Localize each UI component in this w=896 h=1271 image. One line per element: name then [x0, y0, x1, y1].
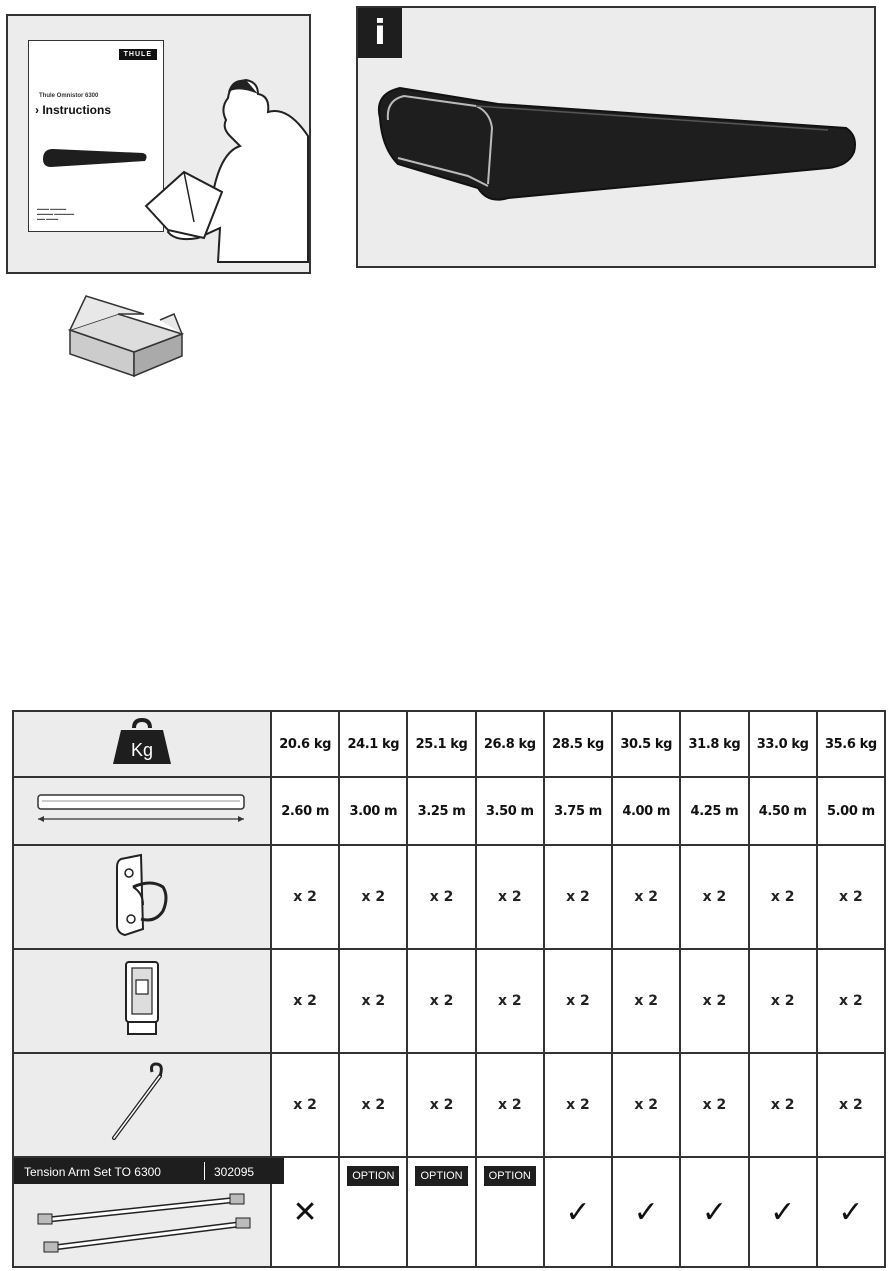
length-cell: 3.50 m	[476, 777, 544, 845]
count-cell: x 2	[476, 845, 544, 949]
adapter-row	[13, 949, 885, 1053]
availability-included	[680, 1157, 748, 1267]
count-cell: x 2	[544, 845, 612, 949]
count-cell: x 2	[749, 949, 817, 1053]
weight-cell: 25.1 kg	[407, 711, 475, 777]
length-cell: 3.75 m	[544, 777, 612, 845]
info-panel	[356, 6, 876, 268]
tension-arm-code: 302095	[214, 1165, 255, 1179]
length-icon-cell	[13, 777, 271, 845]
count-cell: x 2	[271, 845, 339, 949]
length-cell: 4.25 m	[680, 777, 748, 845]
count-cell: x 2	[680, 1053, 748, 1157]
count-cell: x 2	[817, 1053, 885, 1157]
instructions-panel	[6, 14, 311, 274]
count-cell: x 2	[680, 949, 748, 1053]
availability-included	[749, 1157, 817, 1267]
count-cell: x 2	[271, 949, 339, 1053]
awning-quantity: x 1	[352, 574, 399, 602]
tension-arm-row	[13, 1157, 885, 1267]
tension-arm-header	[14, 1158, 284, 1184]
option-badge: OPTION	[415, 1166, 467, 1186]
length-icon	[32, 789, 252, 829]
availability-option	[476, 1157, 544, 1267]
length-cell: 2.60 m	[271, 777, 339, 845]
availability-included	[544, 1157, 612, 1267]
hook-icon-cell	[13, 1053, 271, 1157]
tension-arm-label: Tension Arm Set TO 6300	[24, 1165, 161, 1179]
package-box-icon	[64, 290, 188, 378]
availability-option	[407, 1157, 475, 1267]
reading-person-illustration	[8, 16, 313, 276]
option-badge: OPTION	[347, 1166, 399, 1186]
booklet-fineprint: ▬▬▬ ▬▬▬▬ ▬▬▬▬ ▬▬▬▬▬ ▬▬ ▬▬▬	[37, 206, 75, 221]
awning-cover-illustration	[358, 8, 878, 270]
weight-icon	[111, 718, 173, 766]
check-icon: ✓	[838, 1194, 864, 1230]
weight-cell: 20.6 kg	[271, 711, 339, 777]
info-icon: i	[358, 8, 402, 58]
weight-icon-label: Kg	[130, 740, 154, 760]
count-cell: x 2	[612, 949, 680, 1053]
length-cell: 4.00 m	[612, 777, 680, 845]
check-icon: ✓	[770, 1194, 796, 1230]
adapter-icon-cell	[13, 949, 271, 1053]
count-cell: x 2	[817, 845, 885, 949]
count-cell: x 2	[476, 1053, 544, 1157]
count-cell: x 2	[749, 1053, 817, 1157]
tent-peg-hook-icon	[102, 1058, 182, 1148]
length-cell: 5.00 m	[817, 777, 885, 845]
weight-cell: 33.0 kg	[749, 711, 817, 777]
count-cell: x 2	[817, 949, 885, 1053]
length-row	[13, 777, 885, 845]
weight-cell: 35.6 kg	[817, 711, 885, 777]
weight-cell: 24.1 kg	[339, 711, 407, 777]
availability-included	[612, 1157, 680, 1267]
count-cell: x 2	[339, 1053, 407, 1157]
count-cell: x 2	[544, 1053, 612, 1157]
weight-cell: 26.8 kg	[476, 711, 544, 777]
tension-arm-cell	[13, 1157, 271, 1267]
option-badge: OPTION	[484, 1166, 536, 1186]
count-cell: x 2	[407, 1053, 475, 1157]
count-cell: x 2	[749, 845, 817, 949]
count-cell: x 2	[544, 949, 612, 1053]
weight-cell: 31.8 kg	[680, 711, 748, 777]
count-cell: x 2	[612, 1053, 680, 1157]
weight-cell: 30.5 kg	[612, 711, 680, 777]
weight-cell: 28.5 kg	[544, 711, 612, 777]
weight-row	[13, 711, 885, 777]
crank-quantity: x 1	[740, 566, 787, 594]
wall-bracket-icon	[107, 853, 177, 937]
availability-option	[339, 1157, 407, 1267]
tension-arm-icon	[34, 1192, 254, 1262]
check-icon: ✓	[565, 1194, 591, 1230]
availability-included	[817, 1157, 885, 1267]
count-cell: x 2	[271, 1053, 339, 1157]
bracket-icon-cell	[13, 845, 271, 949]
count-cell: x 2	[339, 845, 407, 949]
length-cell: 3.00 m	[339, 777, 407, 845]
length-cell: 4.50 m	[749, 777, 817, 845]
bracket-row	[13, 845, 885, 949]
check-icon: ✓	[633, 1194, 659, 1230]
booklet-title: › Instructions	[35, 103, 112, 117]
weight-icon-cell	[13, 711, 271, 777]
count-cell: x 2	[407, 845, 475, 949]
booklet-product: Thule Omnistor 6300	[39, 93, 99, 99]
count-cell: x 2	[476, 949, 544, 1053]
count-cell: x 2	[612, 845, 680, 949]
cross-icon: ✕	[292, 1194, 318, 1230]
length-cell: 3.25 m	[407, 777, 475, 845]
count-cell: x 2	[680, 845, 748, 949]
count-cell: x 2	[339, 949, 407, 1053]
count-cell: x 2	[407, 949, 475, 1053]
check-icon: ✓	[701, 1194, 727, 1230]
rail-adapter-icon	[112, 956, 172, 1042]
specification-table	[12, 710, 886, 1268]
brand-logo: THULE	[119, 49, 157, 60]
hook-row	[13, 1053, 885, 1157]
